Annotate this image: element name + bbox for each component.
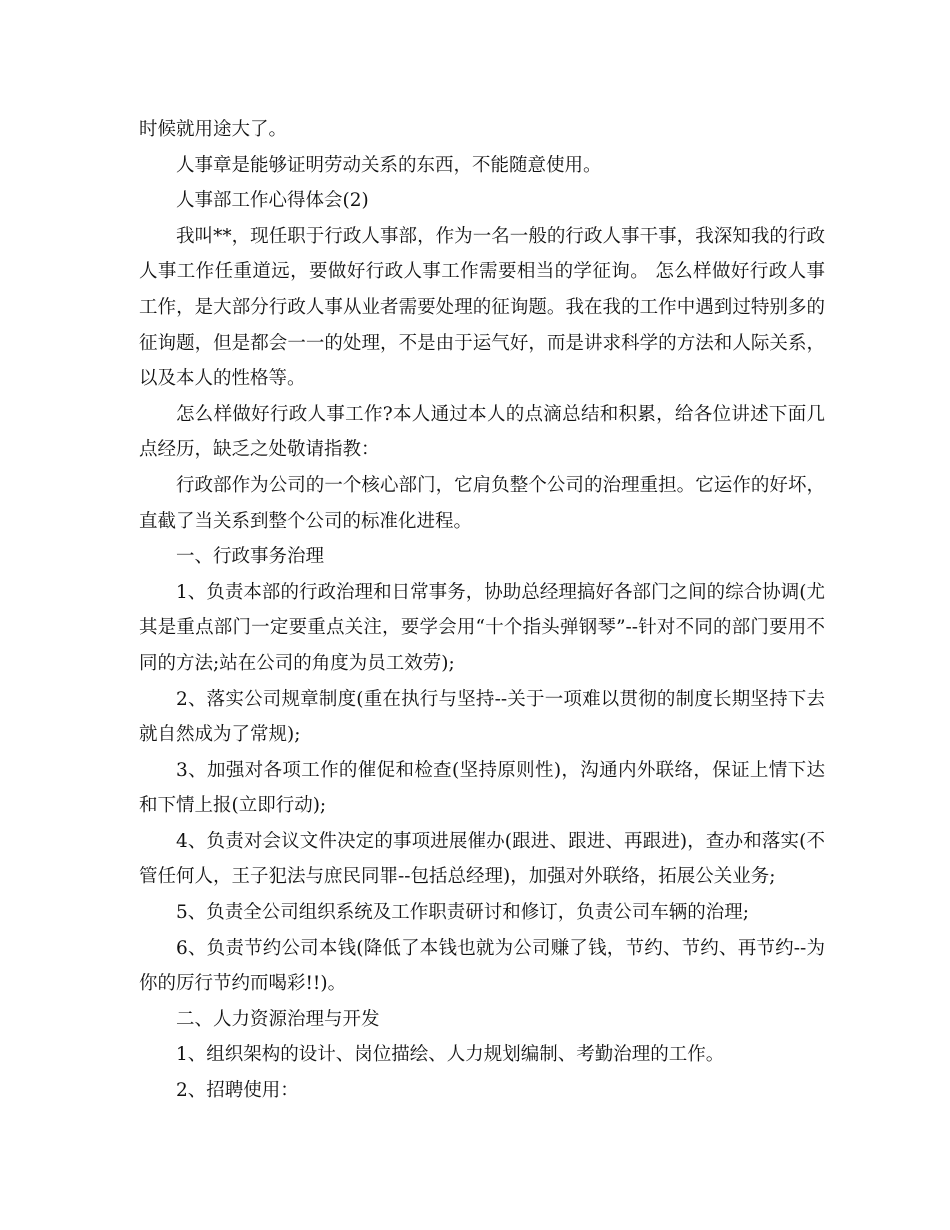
list-item-1: 1、负责本部的行政治理和日常事务，协助总经理搞好各部门之间的综合协调(尤其是重点部门一定要重点关注，要学会用“十个指头弹钢琴”--针对不同的部门要用不同的方法;站在公司的角度为员工效劳); bbox=[139, 581, 825, 674]
list-item-6: 6、负责节约公司本钱(降低了本钱也就为公司赚了钱，节约、节约、再节约--为你的厉行节约而喝彩!!)。 bbox=[139, 937, 825, 995]
paragraph-question: 怎么样做好行政人事工作?本人通过本人的点滴总结和积累，给各位讲述下面几点经历，缺乏之处敬请指教： bbox=[139, 403, 825, 461]
list-item-3: 3、加强对各项工作的催促和检查(坚持原则性)，沟通内外联络，保证上情下达和下情上报(立即行动); bbox=[139, 759, 825, 817]
hr-list-item-2: 2、招聘使用： bbox=[176, 1080, 299, 1102]
heading-admin-affairs: 一、行政事务治理 bbox=[176, 546, 325, 568]
paragraph-1: 时候就用途大了。 bbox=[139, 119, 288, 140]
list-item-5: 5、负责全公司组织系统及工作职责研讨和修订，负责公司车辆的治理; bbox=[176, 902, 750, 924]
list-item-2: 2、落实公司规章制度(重在执行与坚持--关于一项难以贯彻的制度长期坚持下去就自然成为了常规); bbox=[139, 688, 825, 746]
paragraph-2: 人事章是能够证明劳动关系的东西，不能随意使用。 bbox=[176, 154, 602, 176]
paragraph-admin-role: 行政部作为公司的一个核心部门，它肩负整个公司的治理重担。它运作的好坏，直截了当关系到整个公司的标准化进程。 bbox=[139, 474, 825, 532]
section-heading: 人事部工作心得体会(2) bbox=[176, 190, 369, 212]
document-body bbox=[139, 112, 825, 1109]
paragraph-intro: 我叫**，现任职于行政人事部，作为一名一般的行政人事干事，我深知我的行政人事工作任重道远，要做好行政人事工作需要相当的学征询。 怎么样做好行政人事工作，是大部分行政人事从业者需要处理的征询题。我在我的工作中遇到过特别多的征询题，但是都会一一的处理，不是由于运气好，而是讲求科学的方法和人际关系，以及本人的性格等。 bbox=[139, 225, 825, 390]
heading-hr-management: 二、人力资源治理与开发 bbox=[176, 1008, 380, 1030]
hr-list-item-1: 1、组织架构的设计、岗位描绘、人力规划编制、考勤治理的工作。 bbox=[176, 1044, 725, 1066]
list-item-4: 4、负责对会议文件决定的事项进展催办(跟进、跟进、再跟进)，查办和落实(不管任何人，王子犯法与庶民同罪--包括总经理)，加强对外联络，拓展公关业务; bbox=[139, 830, 825, 888]
